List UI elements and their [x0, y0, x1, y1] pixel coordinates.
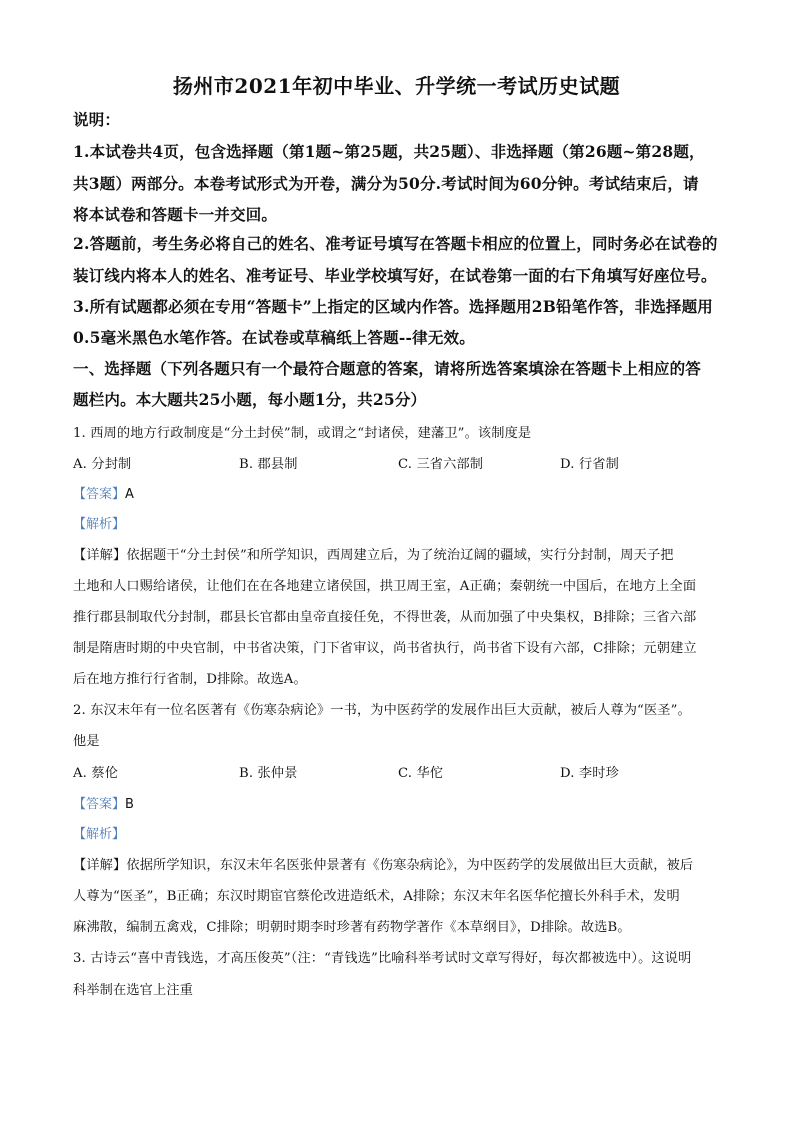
answer-label: 【答案】 [73, 797, 126, 812]
question-1-detail [73, 544, 674, 563]
question-3-stem: 科举制在选官上注重 [73, 983, 194, 998]
analysis-label: 【解析】 [73, 517, 126, 532]
answer-value: A [125, 487, 134, 502]
detail-label: 【详解】 [73, 548, 127, 563]
answer-label: 【答案】 [73, 487, 126, 502]
detail-line: 后在地方推行行省制，D排除。故选A。 [73, 672, 307, 687]
question-1-stem: 1. 西周的地方行政制度是“分土封侯”制，或谓之“封诸侯，建藩卫”。该制度是 [73, 426, 532, 441]
detail-line: 推行郡县制取代分封制，郡县长官都由皇帝直接任免，不得世袭，从而加强了中央集权，B排除；三省六部 [73, 610, 697, 625]
instruction-line: 装订线内将本人的姓名、准考证号、毕业学校填写好，在试卷第一面的右下角填写好座位号。 [73, 266, 717, 285]
question-1-answer [73, 483, 134, 503]
detail-label: 【详解】 [73, 858, 127, 873]
instruction-line: 将本试卷和答题卡一并交回。 [73, 205, 278, 224]
analysis-label: 【解析】 [73, 827, 126, 842]
option-b: B. 张仲景 [239, 766, 298, 781]
option-d: D. 李时珍 [560, 766, 619, 781]
question-2-answer [73, 793, 134, 813]
option-c: C. 华佗 [398, 766, 444, 781]
instruction-line: 共3题）两部分。本卷考试形式为开卷，满分为50分.考试时间为60分钟。考试结束后，请 [73, 174, 699, 193]
page-title: 扬州市2021年初中毕业、升学统一考试历史试题 [172, 74, 621, 98]
question-2-analysis [73, 823, 125, 843]
question-2-stem: 他是 [73, 734, 100, 749]
option-c: C. 三省六部制 [398, 457, 484, 472]
question-2-detail [73, 854, 693, 873]
detail-line: 麻沸散，编制五禽戏，C排除；明朝时期李时珍著有药物学著作《本草纲目》，D排除。故选B。 [73, 920, 631, 935]
instruction-line: 1.本试卷共4页，包含选择题（第1题~第25题，共25题）、非选择题（第26题~第28题， [73, 142, 705, 161]
section-heading: 一、选择题（下列各题只有一个最符合题意的答案，请将所选答案填涂在答题卡上相应的答 [73, 359, 702, 378]
detail-text: 依据题干“分土封侯”和所学知识，西周建立后，为了统治辽阔的疆域，实行分封制，周天子把 [126, 548, 674, 563]
question-2-stem: 2. 东汉末年有一位名医著有《伤寒杂病论》一书，为中医药学的发展作出巨大贡献，被后人尊为“医圣”。 [73, 703, 691, 718]
instruction-line: 3.所有试题都必须在专用“答题卡”上指定的区域内作答。选择题用2B铅笔作答，非选择题用 [73, 297, 714, 316]
instruction-line: 2.答题前，考生务必将自己的姓名、准考证号填写在答题卡相应的位置上，同时务必在试卷的 [73, 234, 718, 253]
instructions-heading: 说明： [73, 110, 121, 129]
detail-line: 土地和人口赐给诸侯，让他们在在各地建立诸侯国，拱卫周王室，A正确；秦朝统一中国后，在地方上全面 [73, 579, 697, 594]
question-3-stem: 3. 古诗云“喜中青钱选，才高压俊英”（注：“青钱选”比喻科举考试时文章写得好，每次都被选中）。这说明 [73, 951, 692, 966]
answer-value: B [125, 797, 134, 812]
option-a: A. 分封制 [73, 457, 132, 472]
section-heading: 题栏内。本大题共25小题，每小题1分，共25分） [73, 390, 427, 409]
option-a: A. 蔡伦 [73, 766, 119, 781]
option-d: D. 行省制 [560, 457, 619, 472]
instruction-line: 0.5毫米黑色水笔作答。在试卷或草稿纸上答题--律无效。 [73, 328, 475, 347]
detail-line: 制是隋唐时期的中央官制，中书省决策，门下省审议，尚书省执行，尚书省下设有六部，C排除；元朝建立 [73, 641, 697, 656]
detail-text: 依据所学知识，东汉末年名医张仲景著有《伤寒杂病论》，为中医药学的发展做出巨大贡献，被后 [126, 858, 694, 873]
detail-line: 人尊为“医圣”，B正确；东汉时期宦官蔡伦改进造纸术，A排除；东汉末年名医华佗擅长外科手术，发明 [73, 889, 680, 904]
question-1-analysis [73, 513, 125, 533]
option-b: B. 郡县制 [239, 457, 298, 472]
